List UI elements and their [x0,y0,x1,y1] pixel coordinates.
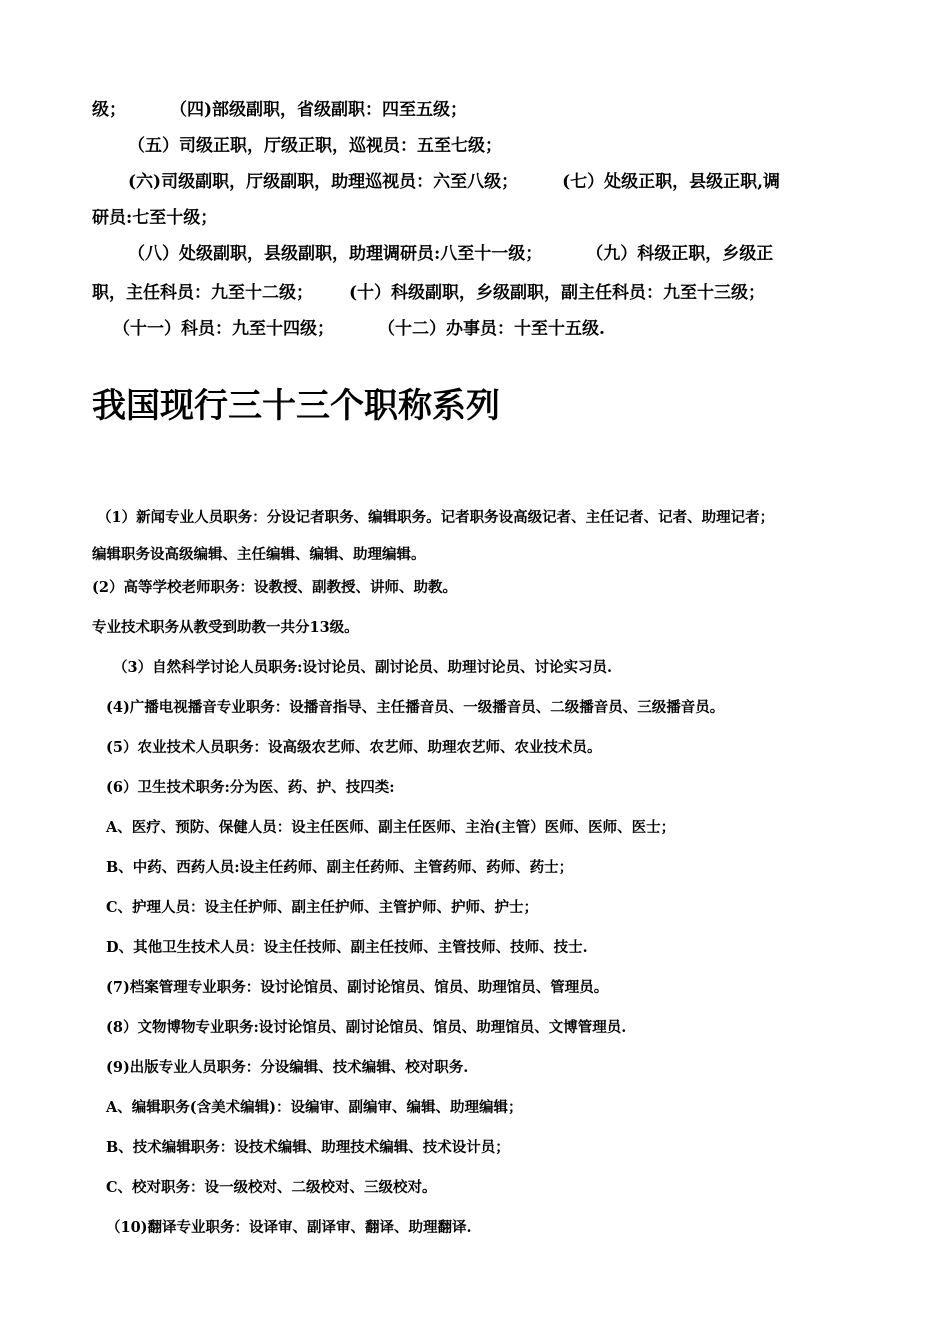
list-line: B、中药、西药人员:设主任药师、副主任药师、主管药师、药师、药士； [106,859,574,876]
intro-text: (六)司级副职，厅级副职，助理巡视员：六至八级； [128,172,519,192]
intro-text: 职，主任科员：九至十二级； [92,283,313,303]
intro-text: （十一）科员：九至十四级； [113,319,334,339]
list-line: （3）自然科学讨论人员职务:设讨论员、副讨论员、助理讨论员、讨论实习员. [113,659,612,676]
intro-text: （四)部级副职，省级副职：四至五级； [170,100,468,120]
list-line: （10)翻译专业职务：设译审、副译审、翻译、助理翻译. [106,1219,472,1236]
intro-text: 级； [92,100,126,120]
list-line: (7)档案管理专业职务：设讨论馆员、副讨论馆员、馆员、助理馆员、管理员。 [106,979,609,996]
intro-text: （八）处级副职，县级副职，助理调研员:八至十一级； [128,244,543,264]
list-line: (2）高等学校老师职务：设教授、副教授、讲师、助教。 [92,579,457,596]
list-line: B、技术编辑职务：设技术编辑、助理技术编辑、技术设计员； [106,1139,510,1156]
list-line: D、其他卫生技术人员：设主任技师、副主任技师、主管技师、技师、技士. [106,939,588,956]
intro-line-3 [128,171,780,193]
intro-line-5 [128,243,773,265]
intro-text: (七）处级正职，县级正职,调 [562,172,781,192]
intro-text: 研员:七至十级； [92,208,218,228]
intro-text: （九）科级正职，乡级正 [586,244,774,264]
intro-text: （五）司级正职，厅级正职，巡视员：五至七级； [128,136,502,156]
list-line: (8）文物博物专业职务:设讨论馆员、副讨论馆员、馆员、助理馆员、文博管理员. [106,1019,627,1036]
intro-line-1 [92,99,467,121]
intro-line-7 [113,318,605,340]
list-line: 专业技术职务从教受到助教一共分13级。 [92,619,359,636]
list-line: （1）新闻专业人员职务：分设记者职务、编辑职务。记者职务设高级记者、主任记者、记者、助理记者； [97,509,775,526]
intro-line-6 [92,282,765,304]
list-line: (5）农业技术人员职务：设高级农艺师、农艺师、助理农艺师、农业技术员。 [106,739,602,756]
list-line: C、校对职务：设一级校对、二级校对、三级校对。 [106,1179,437,1196]
intro-line-4 [92,207,217,229]
list-line: C、护理人员：设主任护师、副主任护师、主管护师、护师、护士； [106,899,539,916]
intro-text: （十二）办事员：十至十五级. [378,319,605,339]
intro-text: (十）科级副职，乡级副职，副主任科员：九至十三级； [349,283,766,303]
list-line: A、医疗、预防、保健人员：设主任医师、副主任医师、主治(主管）医师、医师、医士； [106,819,676,836]
section-heading: 我国现行三十三个职称系列 [92,386,500,426]
list-line: (4)广播电视播音专业职务：设播音指导、主任播音员、一级播音员、二级播音员、三级播音员。 [106,699,725,716]
list-line: A、编辑职务(含美术编辑)：设编审、副编审、编辑、助理编辑； [106,1099,523,1116]
list-line: (6）卫生技术职务:分为医、药、护、技四类: [106,779,395,796]
list-line: 编辑职务设高级编辑、主任编辑、编辑、助理编辑。 [92,546,426,563]
intro-line-2 [128,135,502,157]
list-line: (9)出版专业人员职务：分设编辑、技术编辑、校对职务. [106,1059,469,1076]
